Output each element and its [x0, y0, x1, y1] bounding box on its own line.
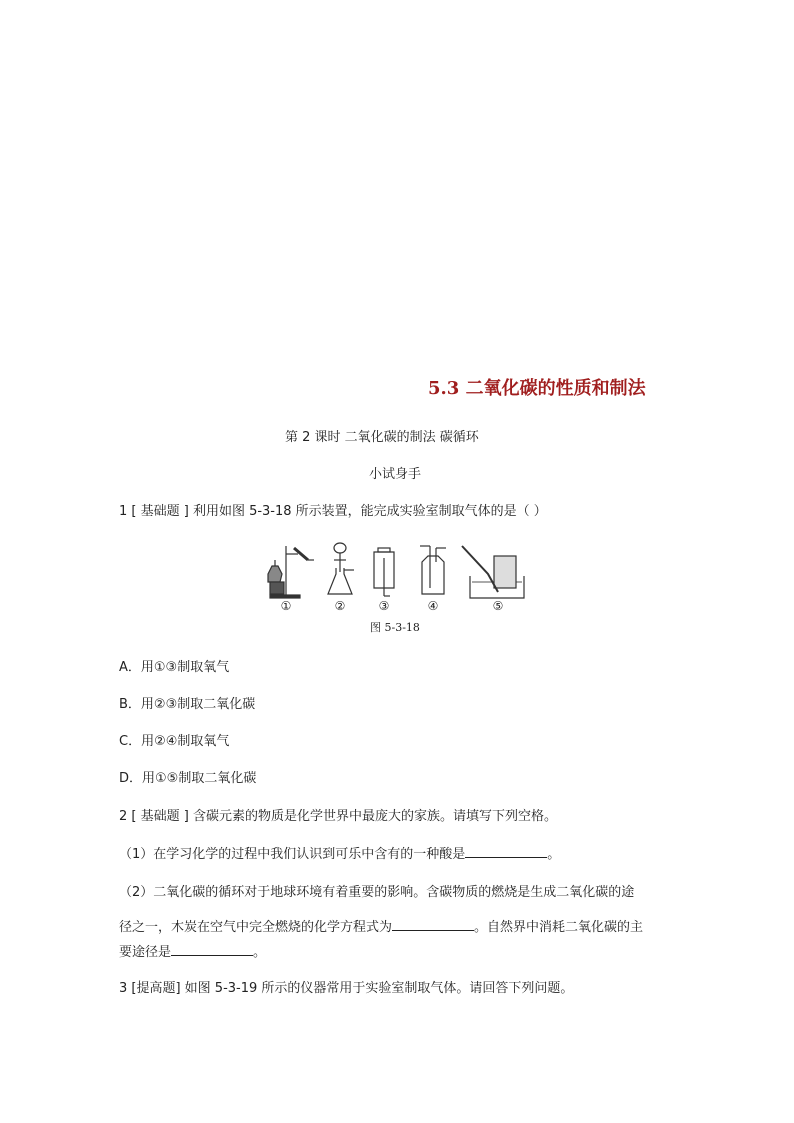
figure-label-2: ② — [334, 599, 346, 613]
page-title: 5.3 二氧化碳的性质和制法 — [428, 378, 646, 399]
apparatus-4-wash-bottle — [420, 546, 446, 594]
section-heading: 小试身手 — [369, 467, 422, 482]
option-c: C．用②④制取氧气 — [119, 734, 230, 749]
question-2-stem: 2 [ 基础题 ] 含碳元素的物质是化学世界中最庞大的家族。请填写下列空格。 — [119, 809, 557, 824]
figure-label-4: ④ — [427, 599, 439, 613]
question-3-stem: 3 [提高题] 如图 5-3-19 所示的仪器常用于实验室制取气体。请回答下列问题。 — [119, 981, 574, 996]
option-a: A．用①③制取氧气 — [119, 660, 230, 675]
figure-label-1: ① — [280, 599, 292, 613]
apparatus-5-water-trough — [462, 546, 524, 598]
figure-caption: 图 5-3-18 — [370, 621, 420, 634]
question-2-part-2-line-3 — [119, 941, 266, 960]
part-1-text: （1）在学习化学的过程中我们认识到可乐中含有的一种酸是 — [119, 847, 466, 862]
option-b: B．用②③制取二氧化碳 — [119, 697, 256, 712]
apparatus-3-gas-bottle — [374, 548, 394, 596]
answer-blank-2[interactable] — [392, 918, 474, 931]
part-1-end: 。 — [547, 847, 561, 862]
apparatus-figure — [258, 538, 526, 628]
apparatus-2-flask-funnel — [328, 543, 354, 594]
apparatus-1-heating-setup — [268, 546, 314, 598]
question-2-part-2-line-1: （2）二氧化碳的循环对于地球环境有着重要的影响。含碳物质的燃烧是生成二氧化碳的途 — [119, 885, 635, 900]
figure-label-5: ⑤ — [492, 599, 504, 613]
part-2-text-cont: 。自然界中消耗二氧化碳的主 — [474, 920, 644, 935]
part-2-period: 。 — [253, 945, 267, 960]
answer-blank-1[interactable] — [465, 845, 547, 858]
option-d: D．用①⑤制取二氧化碳 — [119, 771, 257, 786]
lesson-subtitle: 第 2 课时 二氧化碳的制法 碳循环 — [285, 430, 479, 445]
figure-label-3: ③ — [378, 599, 390, 613]
part-2-text: 径之一，木炭在空气中完全燃烧的化学方程式为 — [119, 920, 393, 935]
part-2-text-end: 要途径是 — [119, 945, 172, 960]
question-2-part-1 — [119, 843, 560, 862]
question-1-stem: 1 [ 基础题 ] 利用如图 5-3-18 所示装置，能完成实验室制取气体的是（ ） — [119, 504, 547, 519]
question-2-part-2-line-2 — [119, 916, 643, 935]
answer-blank-3[interactable] — [171, 943, 253, 956]
